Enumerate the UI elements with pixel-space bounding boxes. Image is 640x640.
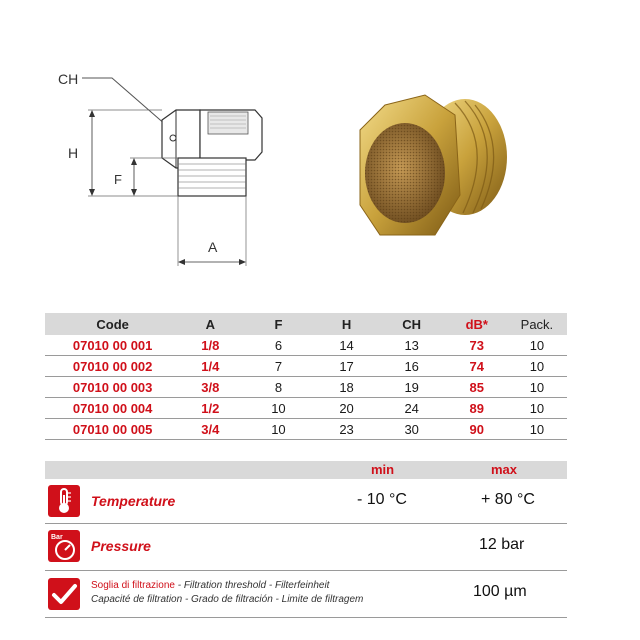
col-header-h: H xyxy=(317,313,377,335)
col-header-db: dB* xyxy=(447,313,507,335)
temperature-row xyxy=(45,479,567,524)
pressure-value: 12 bar xyxy=(479,536,525,553)
cell-a: 1/2 xyxy=(180,398,240,419)
pressure-label: Pressure xyxy=(91,538,151,554)
cell-pack: 10 xyxy=(507,419,567,440)
cell-pack: 10 xyxy=(507,377,567,398)
cell-ch: 30 xyxy=(377,419,447,440)
cell-h: 17 xyxy=(317,356,377,377)
cell-ch: 13 xyxy=(377,335,447,356)
max-label: max xyxy=(491,462,518,477)
cell-code: 07010 00 005 xyxy=(45,419,180,440)
filtration-label xyxy=(91,579,391,607)
cell-code: 07010 00 002 xyxy=(45,356,180,377)
cell-pack: 10 xyxy=(507,398,567,419)
product-photo xyxy=(355,85,510,250)
cell-code: 07010 00 004 xyxy=(45,398,180,419)
product-table xyxy=(45,313,567,440)
cell-a: 1/8 xyxy=(180,335,240,356)
col-header-f: F xyxy=(240,313,316,335)
cell-f: 6 xyxy=(240,335,316,356)
min-label: min xyxy=(371,462,395,477)
cell-db: 74 xyxy=(447,356,507,377)
filtration-row xyxy=(45,571,567,618)
temperature-max: + 80 °C xyxy=(481,491,535,508)
table-row xyxy=(45,419,567,440)
pressure-gauge-icon xyxy=(48,530,80,562)
cell-a: 3/4 xyxy=(180,419,240,440)
cell-f: 10 xyxy=(240,398,316,419)
cell-db: 90 xyxy=(447,419,507,440)
filtration-line1-red: Soglia di filtrazione xyxy=(91,580,175,591)
table-header-row xyxy=(45,313,567,335)
col-header-ch: CH xyxy=(377,313,447,335)
cell-h: 14 xyxy=(317,335,377,356)
cell-code: 07010 00 001 xyxy=(45,335,180,356)
pressure-row xyxy=(45,524,567,571)
cell-ch: 19 xyxy=(377,377,447,398)
cell-db: 89 xyxy=(447,398,507,419)
cell-code: 07010 00 003 xyxy=(45,377,180,398)
col-header-code: Code xyxy=(45,313,180,335)
drawing-label-f: F xyxy=(114,172,122,187)
specs-section xyxy=(45,461,567,618)
filtration-line1 xyxy=(91,579,391,593)
drawing-label-ch: CH xyxy=(58,71,79,87)
pressure-icon-text: Bar xyxy=(51,534,63,541)
cell-pack: 10 xyxy=(507,356,567,377)
cell-pack: 10 xyxy=(507,335,567,356)
cell-f: 7 xyxy=(240,356,316,377)
cell-db: 85 xyxy=(447,377,507,398)
cell-h: 18 xyxy=(317,377,377,398)
specs-header xyxy=(45,461,567,479)
table-row xyxy=(45,398,567,419)
cell-a: 3/8 xyxy=(180,377,240,398)
drawing-label-a: A xyxy=(208,239,218,255)
col-header-a: A xyxy=(180,313,240,335)
checkmark-icon xyxy=(48,578,80,610)
cell-a: 1/4 xyxy=(180,356,240,377)
drawing-label-h: H xyxy=(68,145,79,161)
cell-h: 23 xyxy=(317,419,377,440)
filtration-value: 100 µm xyxy=(473,583,527,600)
cell-f: 8 xyxy=(240,377,316,398)
table-row xyxy=(45,377,567,398)
table-row xyxy=(45,356,567,377)
col-header-pack: Pack. xyxy=(507,313,567,335)
temperature-min: - 10 °C xyxy=(357,491,407,508)
cell-db: 73 xyxy=(447,335,507,356)
filtration-line1-rest: - Filtration threshold - Filterfeinheit xyxy=(174,580,330,591)
table-row xyxy=(45,335,567,356)
cell-ch: 16 xyxy=(377,356,447,377)
cell-h: 20 xyxy=(317,398,377,419)
filtration-line2: Capacité de filtration - Grado de filtración - Limite de filtragem xyxy=(91,594,364,605)
technical-drawing xyxy=(50,60,290,275)
cell-f: 10 xyxy=(240,419,316,440)
thermometer-icon xyxy=(48,485,80,517)
cell-ch: 24 xyxy=(377,398,447,419)
temperature-label: Temperature xyxy=(91,493,176,509)
